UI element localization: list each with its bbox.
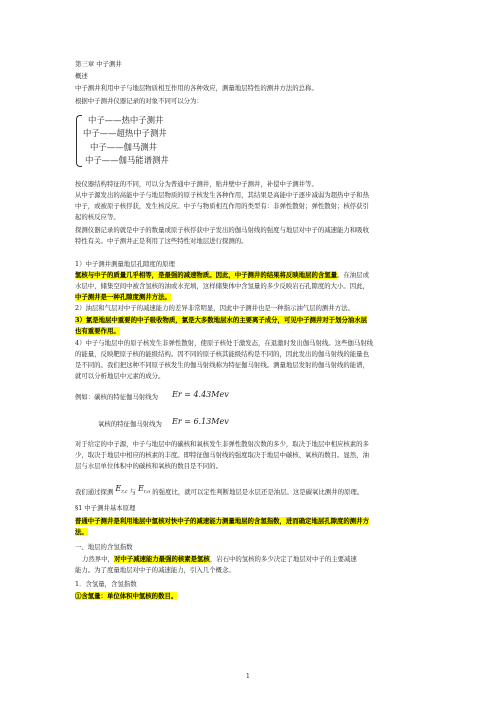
left-brace	[76, 115, 82, 167]
paragraph	[75, 517, 369, 525]
list-item: 4）中子与地层中的原子核发生非弹性散射，使原子核处于激发态，在退激时发出伽马射线。这些伽马射线	[75, 339, 374, 347]
brace-item: 中子——热中子测井	[88, 115, 164, 125]
page-number: 1	[246, 673, 250, 680]
classification-intro: 根据中子测井仪器记录的对象不同可以分为：	[75, 97, 203, 105]
highlight: ①含氢量：单位体积中氢核的数目。	[75, 592, 178, 600]
list-item: 是不同的。我们把这种不同原子核发生的伽马射线称为特征伽马射线。测量地层发射的伽马射线的能谱，	[75, 361, 369, 369]
list-item: 2）油层和气层对中子的减速能力的差异非常明显，因此中子测井也是一种指示油气层的测井方法。	[75, 304, 354, 312]
math-e: E	[137, 484, 144, 493]
paragraph	[75, 484, 364, 499]
list-item	[75, 592, 177, 600]
math-e: E	[115, 484, 122, 493]
text: 的强度比，就可以定性判断地层是水层还是油层。这是碳氧比测井的原理。	[152, 488, 364, 496]
paragraph: 层与水层单位体积中的碳核和氧核的数目是不同的。	[75, 462, 222, 470]
paragraph: 特性有关。中子测井正是利用了这些特性对地层进行探测的。	[75, 237, 248, 245]
highlight: 对中子减速能力最强的核素是氢核	[113, 555, 210, 563]
oxygen-label: 氧核的特征伽马射线为	[98, 420, 162, 428]
text: 我们通过探测	[75, 488, 114, 496]
paragraph: 中子，或被原子核俘获，发生核反应。中子与物质相互作用的类型有：非弹性散射；弹性散射；核俘获引	[75, 202, 369, 210]
paragraph: 探测仪器记录的就是中子的数量或原子核俘获中子发出的伽马射线的强度与地层对中子的减速能力和吸收	[75, 226, 369, 234]
paragraph: 对于给定的中子源，中子与地层中的碳核和氧核发生非弹性散射次数的多少，取决于地层中相应核素的多	[75, 440, 369, 448]
math-sub: r,c	[121, 489, 128, 495]
brace-item: 中子——伽马能谱测井	[85, 155, 169, 165]
overview-heading: 概述	[75, 72, 88, 80]
carbon-equation: Er = 4.43Mev	[172, 390, 229, 399]
chapter-title: 第三章 中子测井	[75, 60, 122, 68]
brace-item: 中子——伽马测井	[90, 142, 157, 152]
paragraph	[75, 528, 88, 536]
paragraph: 能力。为了度量地层对中子的减速能力，引入几个概念。	[75, 566, 235, 574]
math-symbol	[115, 484, 127, 493]
highlight: 普通中子测井是利用地层中氢核对快中子的减速能力测量地层的含氢指数，进而确定地层孔隙度的测井方	[75, 517, 369, 525]
text: 与	[129, 488, 136, 496]
list-item	[75, 327, 120, 335]
oxygen-equation: Er = 6.13Mev	[172, 417, 229, 426]
highlight: 氢核与中子的质量几乎相等，是最强的减速物质。因此，中子测井的结果将反映地层的含氢量	[75, 271, 338, 279]
paragraph: 从中子源发出的高能中子与地层物质的原子核发生各种作用，其结果是高能中子逐步减弱为超热中子和热	[75, 191, 369, 199]
highlight: 也有重要作用。	[75, 327, 120, 335]
subsection-heading: 一、地层的含氢指数	[75, 543, 133, 551]
list-item	[75, 316, 367, 324]
highlight: 3）氯是地层中重要的中子吸收物质，氯是大多数地层水的主要离子成分，可见中子测井对于划分油水层	[75, 316, 368, 324]
highlight: 法。	[75, 528, 88, 536]
text: ，岩石中的氢核的多少决定了地层对中子的主要减速	[209, 555, 357, 563]
text: 。在油层或	[337, 271, 369, 279]
section-heading: §1 中子测井基本原理	[75, 504, 136, 512]
list-item: 1）中子测井测量地层孔隙度的原理	[75, 260, 175, 268]
paragraph: 起的核反应等。	[75, 213, 120, 221]
paragraph: 按仪器结构特征的不同，可以分为普通中子测井，贴井壁中子测井，补偿中子测井等。	[75, 180, 318, 188]
list-item: 1．含氢量，含氢指数	[75, 580, 137, 588]
list-item: 的能量，反映靶原子核的能级结构。因不同的原子核其能级结构是不同的，因此发出的伽马射线的能量也	[75, 350, 369, 358]
paragraph: 少，取决于地层中相应的核素的丰度。即特征伽马射线的强度取决于地层中碳核、氧核的数目。显然，油	[75, 451, 369, 459]
paragraph	[82, 555, 357, 563]
text: 力然界中，	[82, 555, 114, 563]
highlight: 中子测井是一种孔隙度测井方法。	[75, 293, 171, 301]
list-item	[75, 293, 171, 301]
overview-paragraph: 中子测井利用中子与地层物质相互作用的各种效应，测量地层特性的测井方法的总称。	[75, 84, 318, 92]
list-item: 水层中，储集空间中被含氢核的油或水充填，这样储集体中含氢量的多少反映岩石孔隙度的大小。因此，	[75, 282, 369, 290]
list-item: 就可以分析地层中元素的成分。	[75, 372, 165, 380]
math-sub: r,o	[143, 489, 151, 495]
list-item	[75, 271, 369, 279]
example-label: 例如：碳核的特征伽马射线为	[75, 393, 159, 401]
math-symbol	[138, 484, 150, 493]
brace-item: 中子——超热中子测井	[83, 128, 167, 138]
